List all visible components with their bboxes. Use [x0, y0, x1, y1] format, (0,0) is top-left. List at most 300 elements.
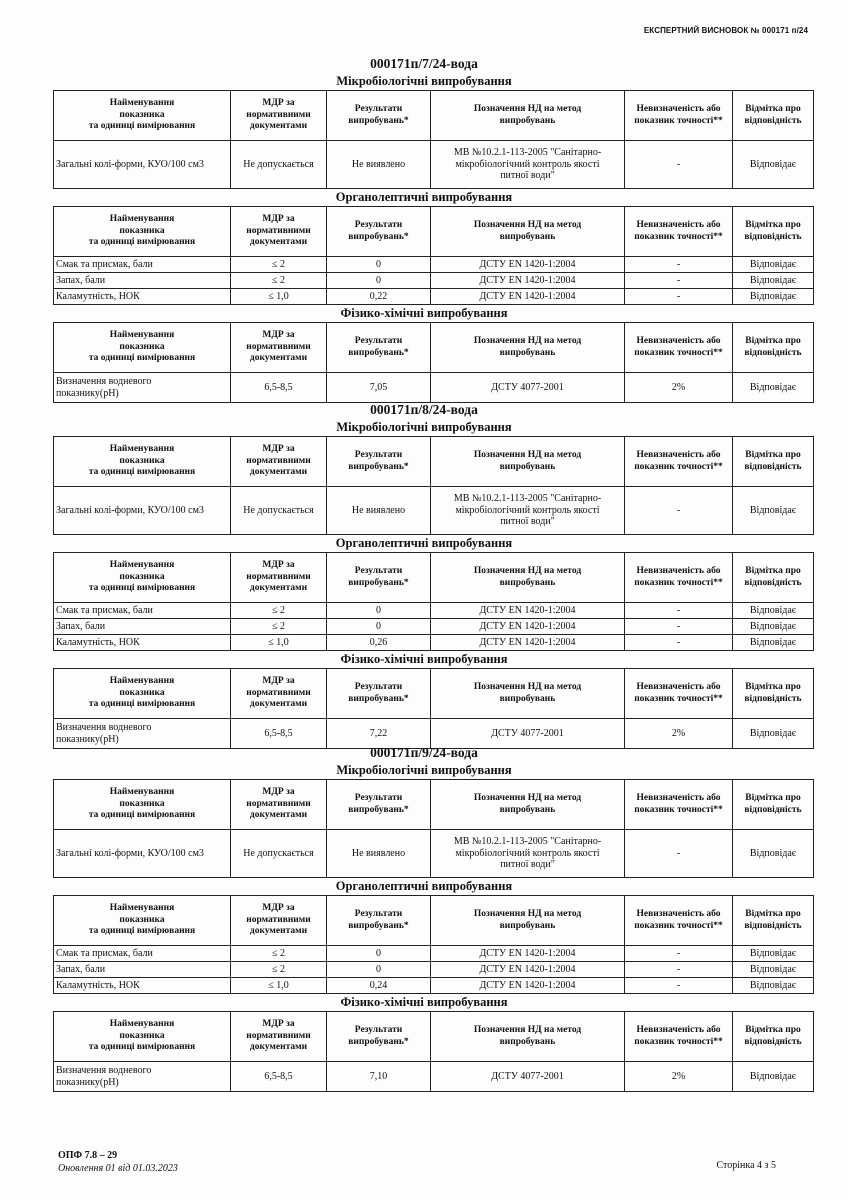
cell-compliance: Відповідає [733, 635, 814, 651]
cell-compliance: Відповідає [733, 289, 814, 305]
cell-line: випробувань [499, 461, 556, 472]
cell-name: Загальні колі-форми, КУО/100 см3 [54, 141, 231, 189]
column-header-name [54, 780, 231, 830]
cell-name: Каламутність, НОК [54, 635, 231, 651]
cell-line: Позначення НД на метод [473, 450, 582, 460]
cell-line: нормативними [246, 225, 311, 236]
cell-line: випробувань* [348, 115, 409, 126]
column-header-uncertainty [625, 669, 733, 719]
cell-line: питної води" [500, 170, 555, 182]
cell-result: Не виявлено [327, 141, 431, 189]
cell-line: показник точності** [634, 347, 723, 358]
cell-line: Невизначеність або [636, 450, 721, 460]
organo-table [53, 552, 814, 651]
cell-line: документами [249, 237, 308, 248]
table-row [54, 830, 814, 878]
cell-mdr: ≤ 2 [231, 257, 327, 273]
cell-name: Смак та присмак, бали [54, 257, 231, 273]
cell-result: 0,26 [327, 635, 431, 651]
column-header-compliance [733, 91, 814, 141]
micro-section-title: Мікробіологічні випробування [336, 763, 512, 777]
cell-line: Результати [354, 104, 403, 114]
cell-line: Відмітка про [745, 104, 801, 114]
cell-line: МВ №10.2.1-113-2005 "Санітарно- [453, 147, 602, 159]
column-header-method [431, 780, 625, 830]
physchem-table [53, 1011, 814, 1092]
cell-line: Найменування [109, 444, 175, 455]
cell-line: показника [119, 341, 165, 352]
table-header-row [54, 323, 814, 373]
cell-method: ДСТУ EN 1420-1:2004 [431, 603, 625, 619]
cell-line: показника [119, 687, 165, 698]
micro-table [53, 90, 814, 189]
cell-line: МДР за [262, 214, 295, 225]
micro-section-title: Мікробіологічні випробування [336, 74, 512, 88]
cell-compliance: Відповідає [733, 373, 814, 403]
cell-mdr: 6,5-8,5 [231, 373, 327, 403]
cell-line: Відмітка про [745, 450, 801, 460]
cell-line: Результати [354, 336, 403, 346]
cell-line: Найменування [109, 903, 175, 914]
cell-method: ДСТУ EN 1420-1:2004 [431, 289, 625, 305]
cell-method: ДСТУ EN 1420-1:2004 [431, 962, 625, 978]
sample-title: 000171п/8/24-вода [370, 402, 478, 417]
cell-line: Невизначеність або [636, 566, 721, 576]
cell-line: показника [119, 109, 165, 120]
cell-line: Невизначеність або [636, 909, 721, 919]
cell-result: 0 [327, 257, 431, 273]
cell-uncertainty: - [625, 978, 733, 994]
cell-compliance: Відповідає [733, 962, 814, 978]
cell-line: Позначення НД на метод [473, 909, 582, 919]
cell-name [54, 373, 231, 403]
cell-method: ДСТУ 4077-2001 [431, 373, 625, 403]
cell-name: Смак та присмак, бали [54, 603, 231, 619]
cell-mdr: ≤ 1,0 [231, 978, 327, 994]
cell-line: показник точності** [634, 920, 723, 931]
cell-line: відповідність [744, 115, 802, 126]
cell-line: питної води" [500, 859, 555, 871]
table-header-row [54, 1012, 814, 1062]
cell-line: Відмітка про [745, 682, 801, 692]
column-header-uncertainty [625, 323, 733, 373]
cell-line: Результати [354, 450, 403, 460]
table-row [54, 487, 814, 535]
column-header-result [327, 323, 431, 373]
table-header-row [54, 437, 814, 487]
micro-table [53, 779, 814, 878]
table-row [54, 978, 814, 994]
cell-method [431, 830, 625, 878]
cell-line: показник точності** [634, 231, 723, 242]
column-header-uncertainty [625, 780, 733, 830]
cell-line: відповідність [744, 804, 802, 815]
table-row [54, 1062, 814, 1092]
column-header-mdr [231, 780, 327, 830]
cell-uncertainty: - [625, 487, 733, 535]
cell-line: Відмітка про [745, 336, 801, 346]
cell-line: Невизначеність або [636, 1025, 721, 1035]
column-header-name [54, 207, 231, 257]
cell-line: нормативними [246, 341, 311, 352]
cell-line: випробувань* [348, 1036, 409, 1047]
cell-mdr: Не допускається [231, 830, 327, 878]
cell-line: показника [119, 455, 165, 466]
cell-name [54, 1062, 231, 1092]
cell-compliance: Відповідає [733, 719, 814, 749]
column-header-compliance [733, 780, 814, 830]
cell-line: Найменування [109, 560, 175, 571]
cell-line: випробувань* [348, 693, 409, 704]
cell-line: Відмітка про [745, 220, 801, 230]
cell-line: Визначення водневого [56, 376, 152, 387]
micro-table [53, 436, 814, 535]
column-header-mdr [231, 91, 327, 141]
column-header-mdr [231, 207, 327, 257]
cell-line: Відмітка про [745, 793, 801, 803]
column-header-result [327, 553, 431, 603]
column-header-method [431, 896, 625, 946]
cell-name: Запах, бали [54, 619, 231, 635]
cell-result: Не виявлено [327, 487, 431, 535]
column-header-method [431, 553, 625, 603]
cell-method: ДСТУ EN 1420-1:2004 [431, 635, 625, 651]
cell-result: 0 [327, 619, 431, 635]
column-header-name [54, 437, 231, 487]
cell-line: МДР за [262, 560, 295, 571]
cell-line: Найменування [109, 787, 175, 798]
cell-line: випробувань* [348, 347, 409, 358]
cell-line: випробувань [499, 804, 556, 815]
cell-method [431, 141, 625, 189]
cell-line: Позначення НД на метод [473, 566, 582, 576]
cell-line: МДР за [262, 676, 295, 687]
cell-line: показник точності** [634, 577, 723, 588]
cell-line: відповідність [744, 347, 802, 358]
cell-line: документами [249, 810, 308, 821]
cell-name: Запах, бали [54, 962, 231, 978]
cell-result: 0 [327, 946, 431, 962]
cell-line: Найменування [109, 676, 175, 687]
cell-method: ДСТУ EN 1420-1:2004 [431, 619, 625, 635]
column-header-name [54, 1012, 231, 1062]
column-header-compliance [733, 323, 814, 373]
column-header-name [54, 553, 231, 603]
column-header-result [327, 669, 431, 719]
cell-line: Найменування [109, 330, 175, 341]
column-header-name [54, 91, 231, 141]
cell-uncertainty: - [625, 257, 733, 273]
cell-line: Позначення НД на метод [473, 220, 582, 230]
column-header-uncertainty [625, 437, 733, 487]
cell-line: Позначення НД на метод [473, 682, 582, 692]
table-row [54, 719, 814, 749]
cell-method: ДСТУ 4077-2001 [431, 1062, 625, 1092]
physchem-table [53, 668, 814, 749]
cell-line: Результати [354, 566, 403, 576]
column-header-name [54, 669, 231, 719]
document-reference: ЕКСПЕРТНИЙ ВИСНОВОК № 000171 п/24 [643, 26, 808, 35]
cell-line: відповідність [744, 461, 802, 472]
cell-name: Каламутність, НОК [54, 978, 231, 994]
cell-compliance: Відповідає [733, 978, 814, 994]
cell-line: показник точності** [634, 693, 723, 704]
sample-title: 000171п/9/24-вода [370, 745, 478, 760]
cell-result: Не виявлено [327, 830, 431, 878]
cell-line: та одиниці вимірювання [88, 699, 196, 710]
cell-line: МДР за [262, 787, 295, 798]
cell-line: показника [119, 1030, 165, 1041]
column-header-mdr [231, 896, 327, 946]
cell-uncertainty: 2% [625, 719, 733, 749]
cell-line: Позначення НД на метод [473, 336, 582, 346]
table-header-row [54, 553, 814, 603]
cell-line: та одиниці вимірювання [88, 926, 196, 937]
cell-line: МДР за [262, 444, 295, 455]
cell-line: нормативними [246, 914, 311, 925]
cell-result: 0 [327, 603, 431, 619]
cell-mdr: ≤ 1,0 [231, 635, 327, 651]
column-header-result [327, 437, 431, 487]
sample-title: 000171п/7/24-вода [370, 56, 478, 71]
organo-table [53, 206, 814, 305]
organo-table [53, 895, 814, 994]
cell-name [54, 719, 231, 749]
cell-line: Позначення НД на метод [473, 793, 582, 803]
cell-line: Невизначеність або [636, 793, 721, 803]
cell-line: Відмітка про [745, 1025, 801, 1035]
cell-line: показника [119, 571, 165, 582]
column-header-result [327, 780, 431, 830]
micro-section-title: Мікробіологічні випробування [336, 420, 512, 434]
column-header-uncertainty [625, 1012, 733, 1062]
cell-line: випробувань [499, 693, 556, 704]
cell-uncertainty: - [625, 635, 733, 651]
cell-compliance: Відповідає [733, 487, 814, 535]
cell-line: показнику(pH) [56, 733, 119, 745]
cell-uncertainty: - [625, 273, 733, 289]
column-header-result [327, 896, 431, 946]
physchem-section-title: Фізико-хімічні випробування [340, 995, 508, 1009]
cell-line: та одиниці вимірювання [88, 121, 196, 132]
cell-method: ДСТУ 4077-2001 [431, 719, 625, 749]
cell-compliance: Відповідає [733, 273, 814, 289]
cell-line: нормативними [246, 1030, 311, 1041]
column-header-uncertainty [625, 91, 733, 141]
table-header-row [54, 669, 814, 719]
cell-compliance: Відповідає [733, 1062, 814, 1092]
column-header-compliance [733, 896, 814, 946]
column-header-method [431, 323, 625, 373]
cell-line: відповідність [744, 693, 802, 704]
table-row [54, 273, 814, 289]
cell-line: Найменування [109, 1019, 175, 1030]
cell-uncertainty: - [625, 830, 733, 878]
column-header-method [431, 437, 625, 487]
cell-line: відповідність [744, 577, 802, 588]
cell-uncertainty: - [625, 603, 733, 619]
column-header-uncertainty [625, 896, 733, 946]
physchem-section-title: Фізико-хімічні випробування [340, 652, 508, 666]
cell-line: нормативними [246, 798, 311, 809]
cell-uncertainty: - [625, 141, 733, 189]
cell-line: та одиниці вимірювання [88, 467, 196, 478]
cell-line: Результати [354, 909, 403, 919]
cell-mdr: 6,5-8,5 [231, 1062, 327, 1092]
cell-line: Відмітка про [745, 566, 801, 576]
cell-name: Загальні колі-форми, КУО/100 см3 [54, 830, 231, 878]
cell-line: Невизначеність або [636, 682, 721, 692]
cell-line: Найменування [109, 98, 175, 109]
cell-line: випробувань* [348, 804, 409, 815]
table-row [54, 962, 814, 978]
cell-name: Запах, бали [54, 273, 231, 289]
cell-line: відповідність [744, 231, 802, 242]
cell-line: мікробіологічний контроль якості [455, 504, 600, 516]
table-header-row [54, 780, 814, 830]
cell-line: Найменування [109, 214, 175, 225]
column-header-mdr [231, 669, 327, 719]
organo-section-title: Органолептичні випробування [335, 879, 513, 893]
column-header-uncertainty [625, 207, 733, 257]
cell-compliance: Відповідає [733, 257, 814, 273]
cell-line: Визначення водневого [56, 1065, 152, 1076]
column-header-method [431, 91, 625, 141]
column-header-name [54, 323, 231, 373]
column-header-mdr [231, 553, 327, 603]
cell-mdr: ≤ 2 [231, 603, 327, 619]
cell-name: Каламутність, НОК [54, 289, 231, 305]
cell-compliance: Відповідає [733, 141, 814, 189]
cell-result: 0 [327, 962, 431, 978]
organo-section-title: Органолептичні випробування [335, 190, 513, 204]
cell-line: МВ №10.2.1-113-2005 "Санітарно- [453, 836, 602, 848]
cell-line: випробувань* [348, 461, 409, 472]
table-header-row [54, 896, 814, 946]
cell-line: показнику(pH) [56, 387, 119, 399]
cell-line: випробувань [499, 577, 556, 588]
cell-line: та одиниці вимірювання [88, 353, 196, 364]
cell-line: нормативними [246, 455, 311, 466]
cell-line: МДР за [262, 903, 295, 914]
column-header-method [431, 207, 625, 257]
cell-uncertainty: - [625, 289, 733, 305]
cell-line: Невизначеність або [636, 220, 721, 230]
cell-line: показнику(pH) [56, 1076, 119, 1088]
cell-uncertainty: 2% [625, 1062, 733, 1092]
column-header-compliance [733, 669, 814, 719]
cell-result: 0 [327, 273, 431, 289]
cell-name: Смак та присмак, бали [54, 946, 231, 962]
cell-line: показник точності** [634, 461, 723, 472]
column-header-compliance [733, 553, 814, 603]
cell-mdr: ≤ 2 [231, 962, 327, 978]
cell-line: відповідність [744, 920, 802, 931]
cell-line: випробувань [499, 231, 556, 242]
cell-line: Результати [354, 220, 403, 230]
cell-line: Позначення НД на метод [473, 104, 582, 114]
cell-line: та одиниці вимірювання [88, 810, 196, 821]
cell-mdr: ≤ 1,0 [231, 289, 327, 305]
cell-line: документами [249, 353, 308, 364]
cell-line: МДР за [262, 98, 295, 109]
table-row [54, 635, 814, 651]
cell-mdr: ≤ 2 [231, 273, 327, 289]
cell-line: випробувань [499, 920, 556, 931]
cell-mdr: Не допускається [231, 141, 327, 189]
column-header-mdr [231, 437, 327, 487]
column-header-compliance [733, 437, 814, 487]
cell-line: Невизначеність або [636, 104, 721, 114]
table-header-row [54, 91, 814, 141]
cell-line: нормативними [246, 687, 311, 698]
cell-result: 0,24 [327, 978, 431, 994]
cell-method [431, 487, 625, 535]
cell-line: нормативними [246, 571, 311, 582]
cell-line: документами [249, 467, 308, 478]
column-header-result [327, 207, 431, 257]
update-note: Оновлення 01 від 01.03.2023 [58, 1163, 178, 1174]
cell-line: документами [249, 926, 308, 937]
column-header-name [54, 896, 231, 946]
cell-line: випробувань [499, 347, 556, 358]
cell-mdr: 6,5-8,5 [231, 719, 327, 749]
cell-name: Загальні колі-форми, КУО/100 см3 [54, 487, 231, 535]
cell-line: випробувань* [348, 231, 409, 242]
cell-compliance: Відповідає [733, 619, 814, 635]
cell-uncertainty: - [625, 619, 733, 635]
cell-line: документами [249, 699, 308, 710]
cell-result: 7,10 [327, 1062, 431, 1092]
physchem-table [53, 322, 814, 403]
cell-compliance: Відповідає [733, 946, 814, 962]
cell-line: відповідність [744, 1036, 802, 1047]
table-row [54, 141, 814, 189]
cell-line: Відмітка про [745, 909, 801, 919]
cell-line: показник точності** [634, 804, 723, 815]
column-header-compliance [733, 207, 814, 257]
column-header-result [327, 1012, 431, 1062]
cell-uncertainty: - [625, 962, 733, 978]
column-header-mdr [231, 323, 327, 373]
cell-result: 7,05 [327, 373, 431, 403]
cell-uncertainty: 2% [625, 373, 733, 403]
table-row [54, 619, 814, 635]
cell-line: МДР за [262, 330, 295, 341]
cell-mdr: ≤ 2 [231, 946, 327, 962]
column-header-uncertainty [625, 553, 733, 603]
table-header-row [54, 207, 814, 257]
column-header-result [327, 91, 431, 141]
organo-section-title: Органолептичні випробування [335, 536, 513, 550]
table-row [54, 603, 814, 619]
cell-line: показника [119, 798, 165, 809]
page-number: Сторінка 4 з 5 [716, 1160, 776, 1171]
cell-line: питної води" [500, 516, 555, 528]
column-header-method [431, 669, 625, 719]
cell-line: та одиниці вимірювання [88, 1042, 196, 1053]
cell-line: та одиниці вимірювання [88, 583, 196, 594]
cell-compliance: Відповідає [733, 830, 814, 878]
cell-line: показника [119, 225, 165, 236]
column-header-compliance [733, 1012, 814, 1062]
cell-line: МВ №10.2.1-113-2005 "Санітарно- [453, 493, 602, 505]
cell-line: Результати [354, 793, 403, 803]
table-row [54, 257, 814, 273]
physchem-section-title: Фізико-хімічні випробування [340, 306, 508, 320]
cell-line: мікробіологічний контроль якості [455, 847, 600, 859]
cell-line: Визначення водневого [56, 722, 152, 733]
